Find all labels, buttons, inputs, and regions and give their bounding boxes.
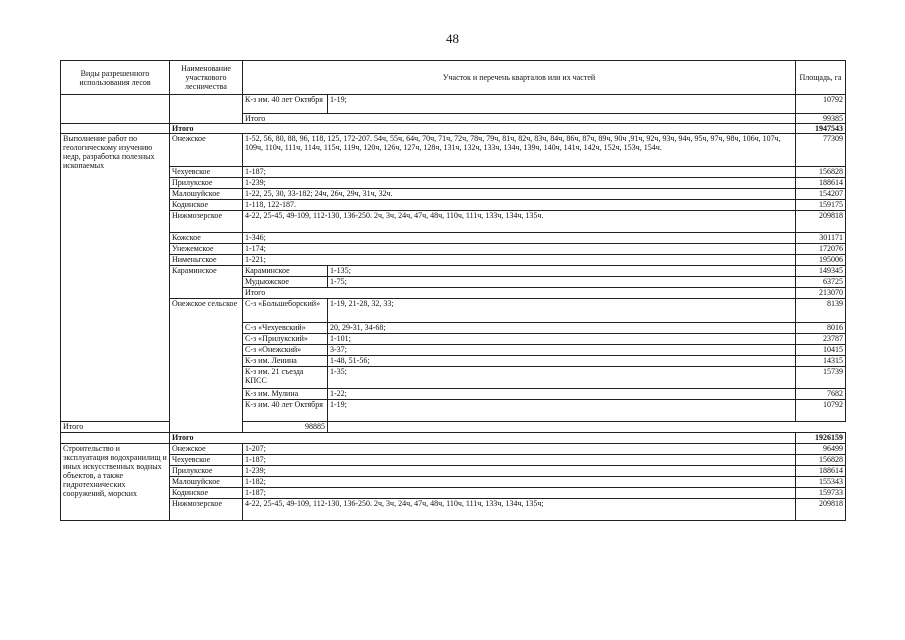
area-value: 159733 <box>796 488 846 499</box>
area-value: 155343 <box>796 477 846 488</box>
forestry-name: Онежское <box>170 444 243 455</box>
area-value: 209818 <box>796 211 846 233</box>
quarter-list: 1-187; <box>243 167 796 178</box>
area-value: 156828 <box>796 167 846 178</box>
sub-area-name: К-з им. 40 лет Октября <box>243 400 328 422</box>
forestry-name: Кодинское <box>170 200 243 211</box>
quarter-list: 1-52, 56, 80, 88, 96, 118, 125, 172-207. 54ч, 55ч, 64ч, 70ч, 71ч, 72ч, 78ч, 79ч, 81ч, 82ч, 83ч, 84ч, 86ч, 87ч, 89ч, 90ч ,91ч, 92ч, 93ч, 94ч, 95ч, 97ч, 98ч, 106ч, 107ч, 109ч, 110ч, 111ч, 114ч, 115ч, 119ч, 120ч, 126ч, 127ч, 128ч, 131ч, 132ч, 133ч, 134ч, 139ч, 140ч, 141ч, 142ч, 152ч, 153ч, 154ч. <box>243 134 796 167</box>
quarter-list: 1-239; <box>243 466 796 477</box>
area-value: 188614 <box>796 178 846 189</box>
total-label: Итого <box>170 124 796 134</box>
area-value: 8139 <box>796 299 846 323</box>
quarter-list: 1-239; <box>243 178 796 189</box>
forestry-name: Нименьгское <box>170 255 243 266</box>
area-value: 10415 <box>796 345 846 356</box>
header-quarters: Участок и перечень кварталов или их частей <box>243 61 796 95</box>
quarter-list: 1-187; <box>243 455 796 466</box>
forestry-name: Малошуйское <box>170 477 243 488</box>
area-value: 209818 <box>796 499 846 521</box>
area-value: 172076 <box>796 244 846 255</box>
quarter-list: 1-135; <box>328 266 796 277</box>
quarter-list: 1-221; <box>243 255 796 266</box>
forestry-name: Кожское <box>170 233 243 244</box>
sub-area-name: С-з «Большеборский» <box>243 299 328 323</box>
subtotal-label: Итого <box>243 114 796 124</box>
quarter-list: 1-48, 51-56; <box>328 356 796 367</box>
quarter-list: 1-182; <box>243 477 796 488</box>
forestry-name: Чехуевское <box>170 455 243 466</box>
forestry-name: Нижмозерское <box>170 211 243 233</box>
forest-use-table <box>60 60 846 521</box>
forestry-name: Малошуйское <box>170 189 243 200</box>
area-value: 15739 <box>796 367 846 389</box>
area-value: 96499 <box>796 444 846 455</box>
sub-area-name: К-з им. Мулина <box>243 389 328 400</box>
area-value: 154207 <box>796 189 846 200</box>
header-use-type: Виды разрешенного использования лесов <box>61 61 170 95</box>
quarter-list: 1-22, 25, 30, 33-182; 24ч, 26ч, 29ч, 31ч, 32ч. <box>243 189 796 200</box>
forestry-name: Унежемское <box>170 244 243 255</box>
area-value: 10792 <box>796 400 846 422</box>
area-value: 149345 <box>796 266 846 277</box>
area-value: 8016 <box>796 323 846 334</box>
use-type-construction: Строительство и эксплуатация водохранилищ и иных искусственных водных объектов, а также гидротехнических сооружений, морских <box>61 444 170 521</box>
subtotal-label: Итого <box>61 422 243 433</box>
quarter-list: 1-19, 21-28, 32, 33; <box>328 299 796 323</box>
total-value: 1947543 <box>796 124 846 134</box>
sub-area-name: Мудьюжское <box>243 277 328 288</box>
forestry-name: Прилукское <box>170 466 243 477</box>
quarter-list: 1-19; <box>328 95 796 114</box>
quarter-list: 4-22, 25-45, 49-109, 112-130, 136-250. 2ч, 3ч, 24ч, 47ч, 48ч, 110ч, 111ч, 133ч, 134ч, 135ч; <box>243 499 796 521</box>
area-value: 10792 <box>796 95 846 114</box>
sub-area-name: С-з «Чехуевский» <box>243 323 328 334</box>
quarter-list: 20, 29-31, 34-68; <box>328 323 796 334</box>
area-value: 156828 <box>796 455 846 466</box>
forestry-name: Караминское <box>170 266 243 299</box>
header-forestry: Наименование участкового лесничества <box>170 61 243 95</box>
quarter-list: 1-346; <box>243 233 796 244</box>
forestry-name: Онежское сельское <box>170 299 243 433</box>
quarter-list: 3-37; <box>328 345 796 356</box>
quarter-list: 1-19; <box>328 400 796 422</box>
total-value: 1926159 <box>796 433 846 444</box>
forestry-name <box>170 95 243 124</box>
header-area: Площадь, га <box>796 61 846 95</box>
area-value: 301171 <box>796 233 846 244</box>
area-value: 188614 <box>796 466 846 477</box>
area-value: 14315 <box>796 356 846 367</box>
use-type-cell <box>61 433 170 444</box>
quarter-list: 1-174; <box>243 244 796 255</box>
quarter-list: 1-118, 122-187. <box>243 200 796 211</box>
page-number: 48 <box>446 31 459 46</box>
quarter-list: 4-22, 25-45, 49-109, 112-130, 136-250. 2ч, 3ч, 24ч, 47ч, 48ч, 110ч, 111ч, 133ч, 134ч, 135ч. <box>243 211 796 233</box>
subtotal-value: 213070 <box>796 288 846 299</box>
sub-area-name: С-з «Прилукский» <box>243 334 328 345</box>
use-type-cell <box>61 95 170 124</box>
area-value: 159175 <box>796 200 846 211</box>
area-value: 23787 <box>796 334 846 345</box>
sub-area-name: К-з им. 40 лет Октября <box>243 95 328 114</box>
sub-area-name: С-з «Онежский» <box>243 345 328 356</box>
area-value: 77309 <box>796 134 846 167</box>
forestry-name: Прилукское <box>170 178 243 189</box>
sub-area-name: Караминское <box>243 266 328 277</box>
use-type-geology: Выполнение работ по геологическому изучению недр, разработка полезных ископаемых <box>61 134 170 422</box>
quarter-list: 1-75; <box>328 277 796 288</box>
quarter-list: 1-207; <box>243 444 796 455</box>
quarter-list: 1-101; <box>328 334 796 345</box>
forestry-name: Чехуевское <box>170 167 243 178</box>
quarter-list: 1-187; <box>243 488 796 499</box>
area-value: 7682 <box>796 389 846 400</box>
total-label: Итого <box>170 433 796 444</box>
subtotal-label: Итого <box>243 288 796 299</box>
subtotal-value: 99385 <box>796 114 846 124</box>
quarter-list: 1-35; <box>328 367 796 389</box>
sub-area-name: К-з им. 21 съезда КПСС <box>243 367 328 389</box>
area-value: 63725 <box>796 277 846 288</box>
use-type-cell <box>61 124 170 134</box>
quarter-list: 1-22; <box>328 389 796 400</box>
forestry-name: Кодинское <box>170 488 243 499</box>
area-value: 195006 <box>796 255 846 266</box>
subtotal-value: 98885 <box>243 422 328 433</box>
sub-area-name: К-з им. Ленина <box>243 356 328 367</box>
forestry-name: Нижмозерское <box>170 499 243 521</box>
forestry-name: Онежское <box>170 134 243 167</box>
